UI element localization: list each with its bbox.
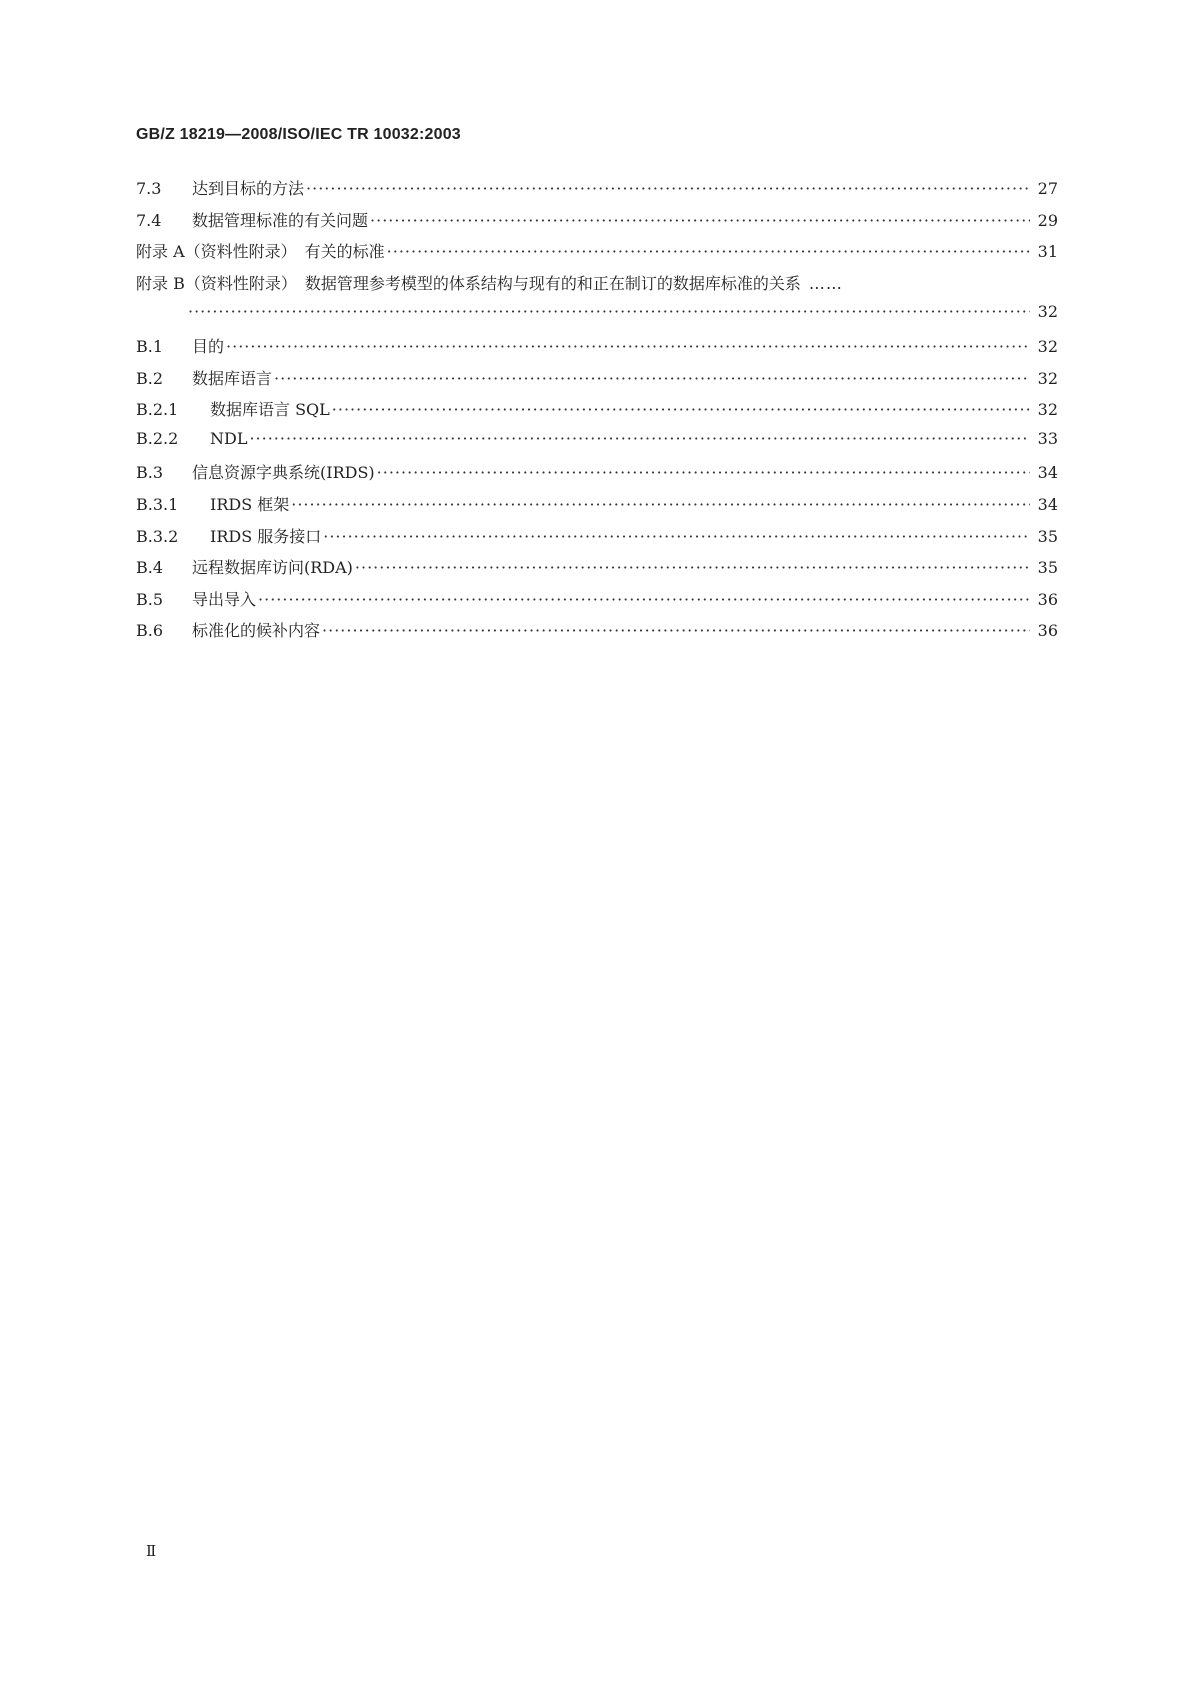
toc-entry-number: B.6 [136,621,164,641]
toc-entry-b-3[interactable] [136,460,1058,492]
toc-entry-7-4[interactable] [136,208,1058,240]
document-header: GB/Z 18219—2008/ISO/IEC TR 10032:2003 [136,126,461,143]
toc-entry-7-3[interactable] [136,176,1058,208]
toc-leader-dots: …… [808,273,843,293]
toc-leader-dots [274,369,1030,388]
toc-leader-dots [306,179,1030,198]
toc-entry-title: 数据库语言 SQL [210,400,330,420]
toc-entry-b-3-2[interactable] [136,524,1058,556]
toc-entry-page: 34 [1037,463,1058,483]
toc-leader-dots [387,242,1030,261]
toc-entry-number: B.4 [136,558,164,578]
toc-entry-page: 32 [1037,302,1058,322]
toc-entry-page: 32 [1037,336,1058,356]
toc-entry-page: 36 [1037,589,1058,609]
toc-entry-number: 7.3 [136,179,162,198]
toc-entry-number: B.1 [136,336,164,356]
toc-entry-title: 信息资源字典系统(IRDS) [192,463,375,483]
toc-leader-dots [332,400,1030,419]
toc-entry-title: 目的 [192,336,225,356]
toc-entry-page: 33 [1037,428,1058,448]
toc-leader-dots [258,590,1030,609]
toc-entry-title: 附录 A（资料性附录） 有关的标准 [136,242,385,262]
toc-entry-title: 标准化的候补内容 [192,621,321,641]
toc-leader-dots [355,558,1030,577]
toc-entry-number: B.2.1 [136,400,179,420]
toc-entry-page: 35 [1037,526,1058,546]
toc-entry-b-2-2[interactable] [136,429,1058,461]
toc-entry-number: B.2.2 [136,428,179,448]
toc-entry-page: 35 [1037,558,1058,578]
toc-entry-number: 7.4 [136,210,162,230]
toc-entry-title: 数据库语言 [192,368,273,388]
toc-entry-b-4[interactable] [136,555,1058,587]
toc-entry-page: 36 [1037,621,1058,641]
toc-entry-title: 附录 B（资料性附录） 数据管理参考模型的体系结构与现有的和正在制订的数据库标准的关系 [136,273,801,293]
toc-entry-b-1[interactable] [136,334,1058,366]
toc-entry-title: 达到目标的方法 [192,179,305,198]
toc-entry-page: 29 [1037,210,1058,230]
table-of-contents [136,176,1058,650]
toc-entry-number: B.5 [136,589,164,609]
toc-entry-b-2[interactable] [136,366,1058,398]
toc-entry-number: B.2 [136,368,164,388]
toc-entry-appendix-b[interactable] [136,271,1058,303]
toc-leader-dots [291,495,1030,514]
toc-entry-b-2-1[interactable] [136,397,1058,429]
toc-entry-title: IRDS 服务接口 [210,526,322,546]
toc-leader-dots [377,463,1030,482]
toc-entry-title: IRDS 框架 [210,494,290,514]
toc-entry-page: 27 [1037,179,1058,198]
toc-leader-dots [370,211,1030,230]
toc-leader-dots [322,621,1030,640]
toc-entry-number: B.3.1 [136,494,179,514]
toc-entry-appendix-a[interactable] [136,239,1058,271]
page-number: Ⅱ [146,1542,157,1560]
toc-leader-dots [226,337,1030,356]
toc-leader-dots [323,527,1030,546]
toc-entry-title: 导出导入 [192,589,257,609]
toc-entry-b-3-1[interactable] [136,492,1058,524]
toc-entry-b-5[interactable] [136,587,1058,619]
toc-entry-page: 32 [1037,368,1058,388]
toc-entry-number: B.3.2 [136,526,179,546]
toc-entry-page: 34 [1037,494,1058,514]
toc-entry-page: 31 [1037,242,1058,262]
toc-leader-dots [188,302,1030,321]
toc-entry-appendix-b-continued[interactable] [136,302,1058,334]
toc-entry-page: 32 [1037,400,1058,420]
toc-entry-title: 数据管理标准的有关问题 [192,210,369,230]
toc-entry-title: 远程数据库访问(RDA) [192,558,353,578]
toc-entry-b-6[interactable] [136,618,1058,650]
toc-entry-number: B.3 [136,463,164,483]
toc-entry-title: NDL [210,428,248,448]
toc-leader-dots [249,429,1030,448]
